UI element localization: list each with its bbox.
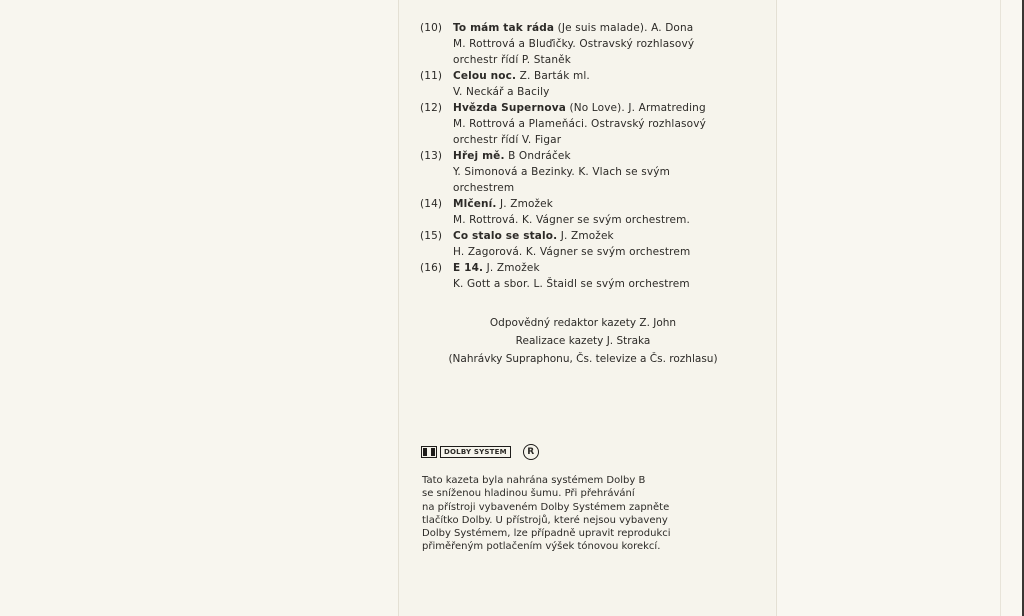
track-performer: orchestr řídí V. Figar xyxy=(453,134,562,146)
track-number: (15) xyxy=(420,230,443,242)
editor-credit: Odpovědný redaktor kazety Z. John xyxy=(489,317,677,329)
track-item xyxy=(420,20,760,68)
track-performer: M. Rottrová a Bluďičky. Ostravský rozhlasový xyxy=(453,38,695,50)
track-item xyxy=(420,260,760,292)
track-performer: M. Rottrová a Plameňáci. Ostravský rozhlasový xyxy=(453,118,706,130)
track-heading xyxy=(420,196,760,212)
track-number: (10) xyxy=(420,22,443,34)
track-performer: orchestrem xyxy=(453,182,515,194)
dolby-logo-row xyxy=(421,444,539,460)
track-author: (Je suis malade). A. Dona xyxy=(554,22,694,34)
track-performer: orchestr řídí P. Staněk xyxy=(453,54,572,66)
track-item xyxy=(420,228,760,260)
credits-block xyxy=(413,314,753,368)
track-title-line xyxy=(453,100,706,116)
sources-credit: (Nahrávky Supraphonu, Čs. televize a Čs. rozhlasu) xyxy=(448,353,718,365)
track-title-line xyxy=(453,148,571,164)
track-author: (No Love). J. Armatreding xyxy=(566,102,706,114)
track-number: (12) xyxy=(420,102,443,114)
track-title-line xyxy=(453,228,614,244)
track-title: Mlčení. xyxy=(453,198,497,210)
track-list xyxy=(420,20,760,292)
note-line: Tato kazeta byla nahrána systémem Dolby B xyxy=(422,475,646,486)
track-author: Z. Barták ml. xyxy=(516,70,590,82)
track-title: Hvězda Supernova xyxy=(453,102,566,114)
double-d-icon xyxy=(421,446,437,458)
track-title-line xyxy=(453,20,693,36)
track-item xyxy=(420,148,760,196)
track-title: Celou noc. xyxy=(453,70,517,82)
note-line: Dolby Systémem, lze případně upravit reprodukci xyxy=(422,528,671,540)
track-author: B Ondráček xyxy=(504,150,571,162)
track-item xyxy=(420,196,760,228)
track-heading xyxy=(420,228,760,244)
track-author: J. Zmožek xyxy=(496,198,554,210)
track-heading xyxy=(420,260,760,276)
cover-left-panel xyxy=(0,0,399,616)
track-performer: K. Gott a sbor. L. Štaidl se svým orchestrem xyxy=(453,278,690,290)
track-item xyxy=(420,68,760,100)
track-title: Hřej mě. xyxy=(453,150,505,162)
registered-icon: R xyxy=(523,444,539,460)
note-line: tlačítko Dolby. U přístrojů, které nejsou vybaveny xyxy=(422,514,668,526)
track-title: Co stalo se stalo. xyxy=(453,230,558,242)
realization-credit: Realizace kazety J. Straka xyxy=(515,335,651,347)
track-performer: Y. Simonová a Bezinky. K. Vlach se svým xyxy=(453,166,670,178)
track-performer: M. Rottrová. K. Vágner se svým orchestrem. xyxy=(453,214,690,226)
track-title: To mám tak ráda xyxy=(453,22,555,34)
track-heading xyxy=(420,148,760,164)
track-item xyxy=(420,100,760,148)
dolby-system-logo: DOLBY SYSTEM xyxy=(440,446,511,458)
track-title-line xyxy=(453,68,590,84)
track-heading xyxy=(420,68,760,84)
track-heading xyxy=(420,20,760,36)
track-author: J. Zmožek xyxy=(483,262,540,274)
note-line: přiměřeným potlačením výšek tónovou korekcí. xyxy=(422,541,661,553)
track-title-line xyxy=(453,260,540,276)
track-title: E 14. xyxy=(453,262,484,274)
cover-right-panel xyxy=(776,0,1024,616)
note-line: se sníženou hladinou šumu. Při přehrávání xyxy=(422,488,635,500)
track-number: (11) xyxy=(420,70,443,82)
dolby-note xyxy=(422,474,762,554)
track-title-line xyxy=(453,196,553,212)
track-heading xyxy=(420,100,760,116)
track-author: J. Zmožek xyxy=(557,230,614,242)
track-performer: H. Zagorová. K. Vágner se svým orchestrem xyxy=(453,246,691,258)
track-performer: V. Neckář a Bacily xyxy=(453,86,550,98)
fold-line xyxy=(1000,0,1001,616)
track-number: (14) xyxy=(420,198,443,210)
track-number: (16) xyxy=(420,262,443,274)
note-line: na přístroji vybaveném Dolby Systémem zapněte xyxy=(422,501,670,513)
track-number: (13) xyxy=(420,150,443,162)
